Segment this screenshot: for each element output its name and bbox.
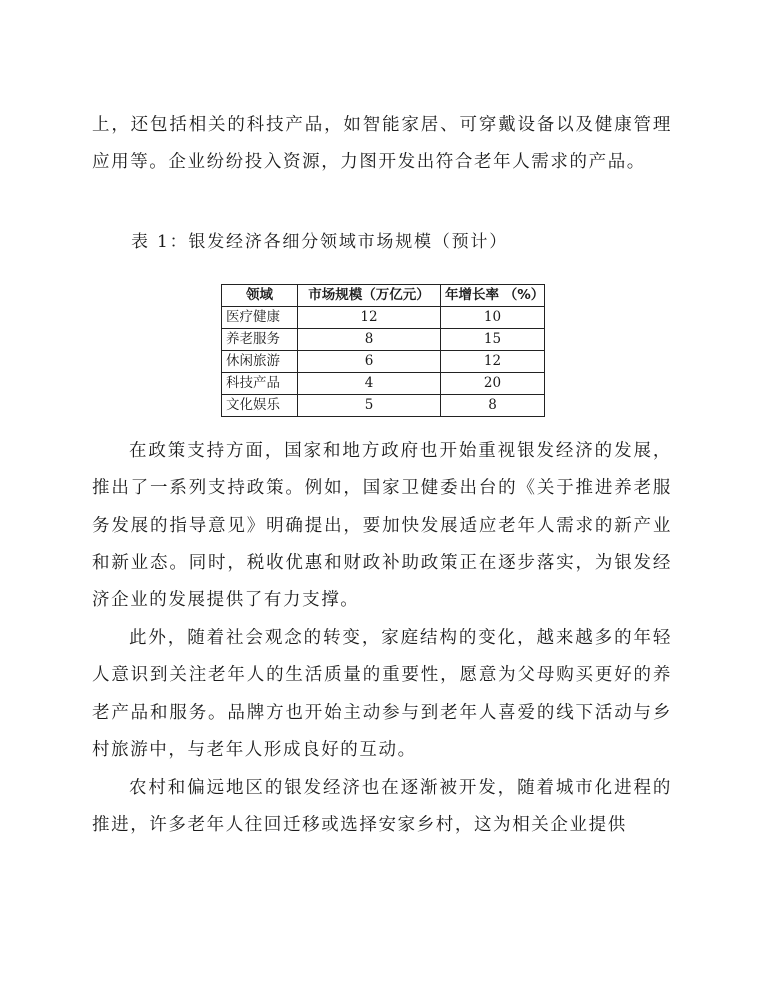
table-row — [222, 351, 545, 373]
cell-growth-rate: 20 — [441, 373, 545, 395]
table-row — [222, 373, 545, 395]
paragraph-continuation: 上，还包括相关的科技产品，如智能家居、可穿戴设备以及健康管理应用等。企业纷纷投入资源，力图开发出符合老年人需求的产品。 — [92, 115, 672, 173]
header-field: 领域 — [222, 285, 298, 307]
cell-market-size: 4 — [298, 373, 441, 395]
header-growth-rate: 年增长率 （%） — [441, 285, 545, 307]
table-header-row — [222, 285, 545, 307]
cell-market-size: 8 — [298, 329, 441, 351]
cell-field: 医疗健康 — [222, 307, 298, 329]
paragraph-rural-areas: 农村和偏远地区的银发经济也在逐渐被开发，随着城市化进程的推进，许多老年人往回迁移或选择安家乡村，这为相关企业提供 — [92, 778, 672, 836]
cell-field: 养老服务 — [222, 329, 298, 351]
cell-field: 科技产品 — [222, 373, 298, 395]
cell-field: 休闲旅游 — [222, 351, 298, 373]
cell-market-size: 6 — [298, 351, 441, 373]
market-size-table — [221, 284, 545, 417]
table-row — [222, 329, 545, 351]
table-row — [222, 395, 545, 417]
header-market-size: 市场规模（万亿元） — [298, 285, 441, 307]
paragraph-social-change: 此外，随着社会观念的转变，家庭结构的变化，越来越多的年轻人意识到关注老年人的生活质量的重要性，愿意为父母购买更好的养老产品和服务。品牌方也开始主动参与到老年人喜爱的线下活动与乡村旅游中，与老年人形成良好的互动。 — [92, 628, 672, 760]
cell-market-size: 12 — [298, 307, 441, 329]
cell-growth-rate: 10 — [441, 307, 545, 329]
table-caption: 表 1：银发经济各细分领域市场规模（预计） — [131, 232, 509, 252]
cell-growth-rate: 12 — [441, 351, 545, 373]
cell-field: 文化娱乐 — [222, 395, 298, 417]
cell-market-size: 5 — [298, 395, 441, 417]
table-row — [222, 307, 545, 329]
cell-growth-rate: 15 — [441, 329, 545, 351]
cell-growth-rate: 8 — [441, 395, 545, 417]
paragraph-policy-support: 在政策支持方面，国家和地方政府也开始重视银发经济的发展，推出了一系列支持政策。例如，国家卫健委出台的《关于推进养老服务发展的指导意见》明确提出，要加快发展适应老年人需求的新产业和新业态。同时，税收优惠和财政补助政策正在逐步落实，为银发经济企业的发展提供了有力支撑。 — [92, 441, 672, 611]
